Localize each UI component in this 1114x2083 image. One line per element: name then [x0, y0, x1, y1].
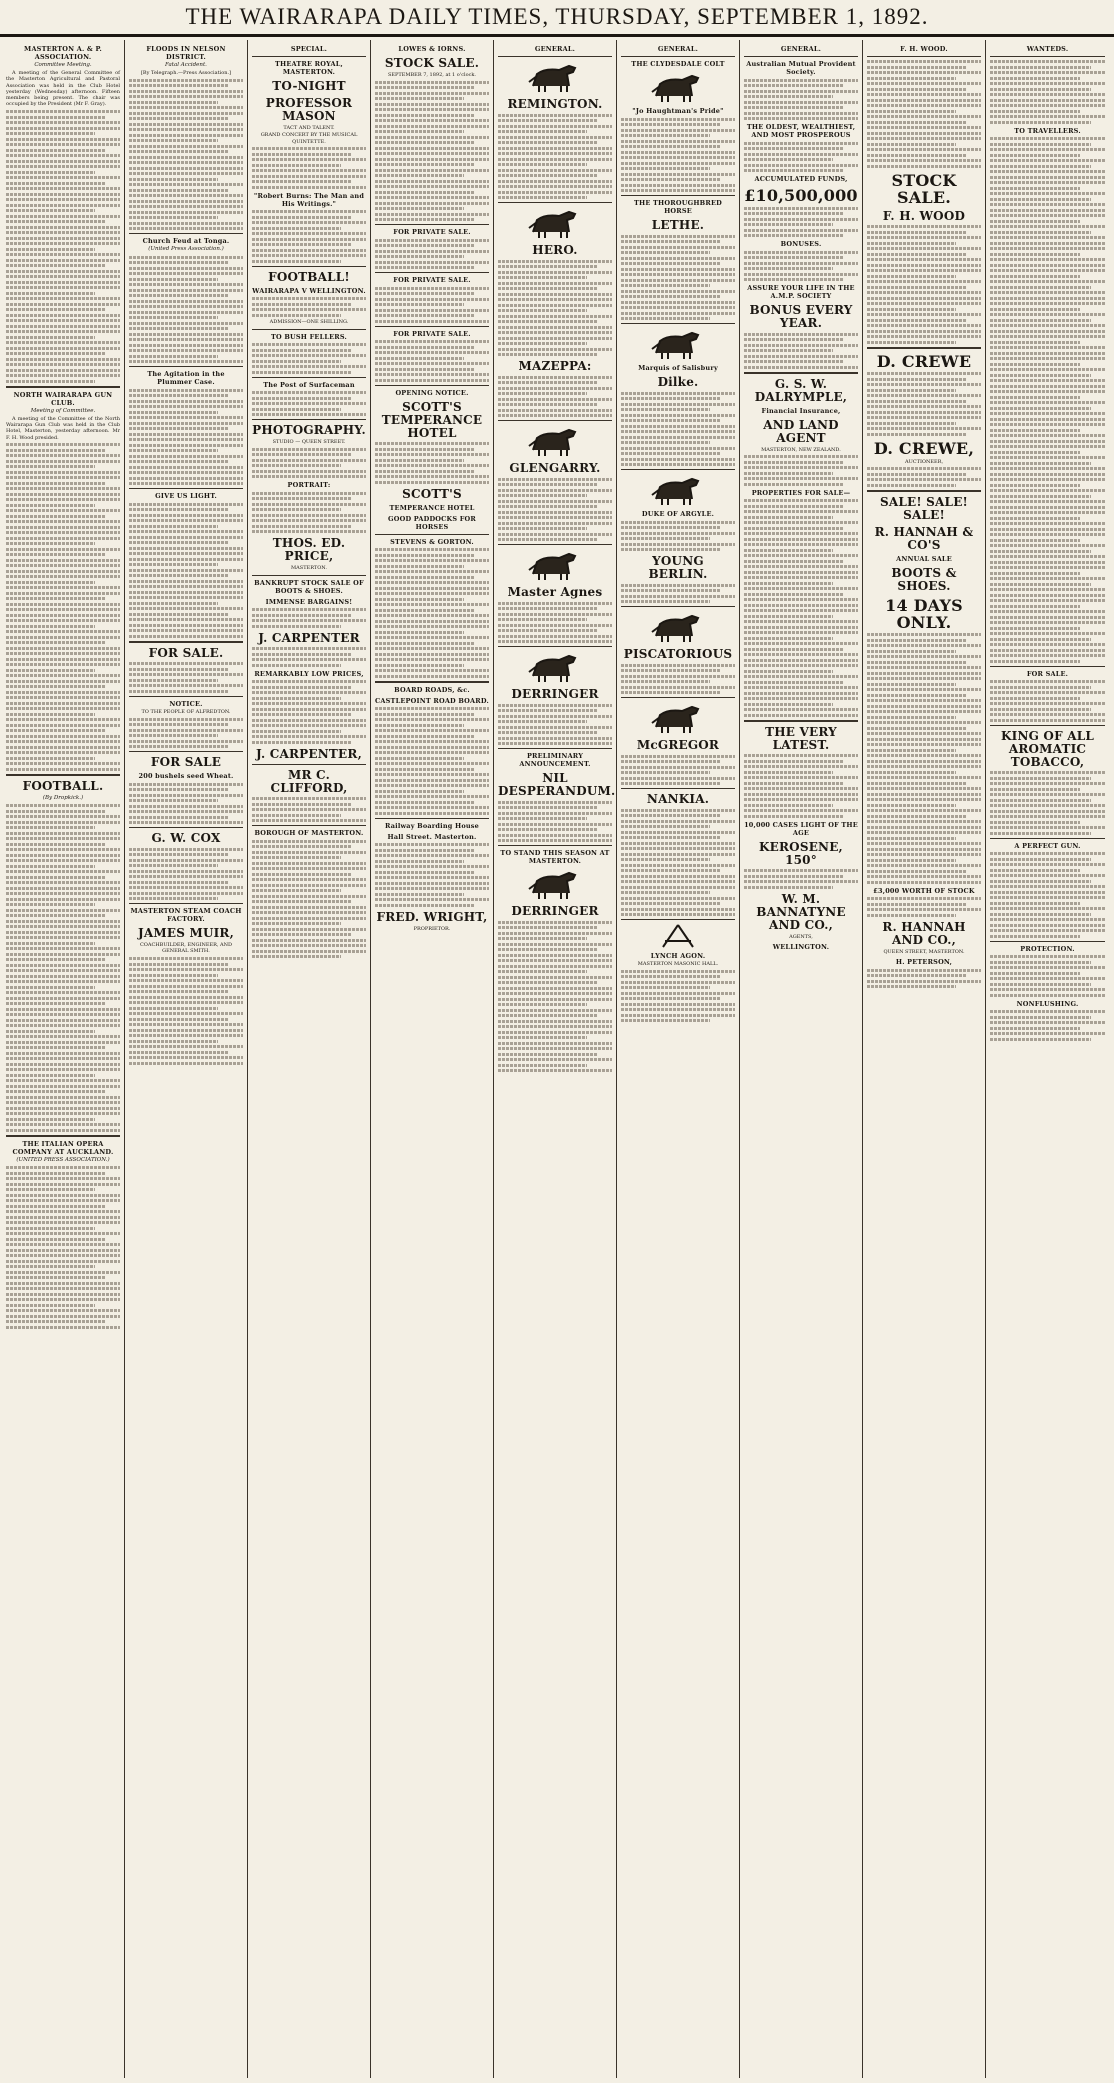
ad-james-muir-trade: COACHBUILDER, ENGINEER, AND GENERAL SMITH.: [139, 942, 233, 955]
divider: [498, 748, 612, 749]
horse-illustration: [525, 548, 585, 582]
ad-body-lines: [375, 158, 489, 222]
horse-illustration: [525, 424, 585, 458]
ad-body-lines: [375, 340, 489, 382]
ad-body-lines: [375, 442, 489, 484]
press-credit: (UNITED PRESS ASSOCIATION.): [16, 1156, 110, 1163]
divider: [375, 224, 489, 225]
ad-body-lines: [498, 376, 612, 418]
horse-illustration: [525, 867, 585, 901]
divider: [129, 366, 243, 367]
ad-j-carpenter: J. CARPENTER: [258, 630, 360, 645]
ad-body-lines: [252, 492, 366, 534]
ad-james-muir: JAMES MUIR,: [138, 926, 234, 941]
column-9: [986, 40, 1109, 2078]
ad-body-lines: [375, 707, 489, 815]
divider: [129, 641, 243, 643]
ad-body-lines: [621, 970, 735, 1023]
ad-theatre-royal: THEATRE ROYAL, MASTERTON.: [274, 60, 344, 76]
divider: [621, 469, 735, 470]
ad-king-of-all: KING OF ALL AROMATIC TOBACCO,: [1001, 728, 1094, 769]
ad-body-lines: [129, 957, 243, 1065]
ad-for-sale: FOR SALE.: [1026, 669, 1069, 678]
heading-church-feud: Church Feud at Tonga.: [142, 237, 230, 246]
ad-oldest-wealthiest: THE OLDEST, WEALTHIEST, AND MOST PROSPEROUS: [746, 123, 856, 139]
ad-d-crewe: D. CREWE: [876, 351, 972, 371]
ad-body-lines: [621, 118, 735, 193]
ad-football: FOOTBALL!: [268, 269, 350, 284]
ad-protection: PROTECTION.: [1020, 944, 1075, 953]
ad-for-sale-wheat-heading: FOR SALE: [150, 755, 222, 770]
section-label: SPECIAL.: [290, 45, 328, 53]
ad-derringer: DERRINGER: [511, 687, 599, 701]
heading-masterton-ap: MASTERTON A. & P. ASSOCIATION.: [24, 45, 102, 61]
divider: [744, 720, 858, 722]
newspaper-title: THE WAIRARAPA DAILY TIMES, THURSDAY, SEPTEMBER 1, 1892.: [185, 4, 929, 29]
ad-body-lines: [252, 797, 366, 822]
divider: [498, 56, 612, 57]
ad-hero: HERO.: [532, 243, 578, 257]
ad-duke-argyle: DUKE OF ARGYLE.: [641, 510, 715, 518]
divider: [621, 919, 735, 920]
article-body-lines: [6, 1166, 120, 1329]
divider: [129, 233, 243, 234]
ad-master-agnes: Master Agnes: [507, 585, 603, 599]
heading-italian-opera: THE ITALIAN OPERA COMPANY AT AUCKLAND.: [12, 1139, 114, 1156]
ad-opening-notice: OPENING NOTICE.: [395, 388, 469, 397]
heading-football: FOOTBALL.: [22, 778, 104, 793]
ad-body-lines: [744, 251, 858, 282]
ad-mazeppa: MAZEPPA:: [518, 359, 592, 373]
ad-studio: STUDIO — QUEEN STREET.: [272, 439, 346, 446]
section-label: GENERAL.: [780, 45, 822, 53]
ad-assure-life: ASSURE YOUR LIFE IN THE A.M.P. SOCIETY: [747, 284, 855, 300]
divider: [498, 420, 612, 421]
ad-body-lines: [375, 81, 489, 156]
ad-body-lines: [621, 392, 735, 467]
divider: [867, 490, 981, 492]
ad-body-lines: [129, 662, 243, 693]
ad-h-peterson: H. PETERSON,: [895, 958, 953, 967]
section-label: WANTEDS.: [1026, 45, 1069, 53]
divider: [621, 195, 735, 196]
column-3: [248, 40, 371, 2078]
divider: [129, 488, 243, 489]
press-credit: (United Press Association.): [148, 246, 224, 253]
masthead: [0, 0, 1114, 36]
ad-body-lines: [867, 60, 981, 168]
ad-boots-shoes: BOOTS & SHOES.: [891, 565, 957, 593]
ad-young-berlin: YOUNG BERLIN.: [648, 554, 708, 581]
horse-illustration: [525, 206, 585, 240]
press-credit: [By Telegraph.—Press Association.]: [140, 70, 232, 76]
ad-d-crewe-2: D. CREWE,: [873, 438, 975, 458]
ad-stock-sale-date: SEPTEMBER 7, 1892, at 1 o'clock.: [387, 72, 477, 78]
ad-body-lines: [867, 969, 981, 989]
article-body-lines: [129, 503, 243, 638]
section-label: F. H. WOOD.: [900, 45, 948, 53]
divider: [375, 326, 489, 327]
ad-wheat-line: 200 bushels seed Wheat.: [138, 772, 234, 781]
section-label: GENERAL.: [534, 45, 576, 53]
ad-piscatorious: PISCATORIOUS: [623, 647, 733, 661]
ad-body-lines: [129, 783, 243, 825]
ad-to-night: TO-NIGHT: [272, 79, 346, 93]
ad-surfaceman: The Post of Surfaceman: [263, 380, 355, 389]
ad-body-lines: [867, 225, 981, 344]
ad-body-lines: [744, 79, 858, 121]
ad-body-lines: [498, 602, 612, 644]
divider: [621, 697, 735, 698]
ad-funds-amount: £10,500,000: [744, 186, 858, 205]
ad-body-lines: [252, 608, 366, 628]
ad-clydesdale-colt: THE CLYDESDALE COLT: [631, 60, 725, 68]
ad-dilke: Dilke.: [657, 375, 699, 389]
divider: [6, 1135, 120, 1137]
ad-body-lines: [990, 680, 1105, 722]
ad-stock-sale: STOCK SALE.: [384, 56, 480, 70]
divider: [129, 751, 243, 752]
ad-body-lines: [867, 467, 981, 487]
ad-body-lines: [990, 955, 1105, 997]
ad-glengarry: GLENGARRY.: [509, 461, 601, 475]
divider: [621, 56, 735, 57]
ad-good-paddocks: GOOD PADDOCKS FOR HORSES: [387, 514, 477, 531]
ad-castlepoint: CASTLEPOINT ROAD BOARD.: [375, 696, 489, 705]
ad-wairarapa-v-wellington: WAIRARAPA V WELLINGTON.: [252, 286, 366, 295]
ad-body-lines: [252, 210, 366, 263]
ad-body-lines: [990, 852, 1105, 938]
divider: [990, 56, 1105, 57]
ad-for-sale-heading: FOR SALE.: [148, 645, 224, 660]
ad-proprietor: PROPRIETOR.: [413, 925, 451, 932]
divider: [6, 774, 120, 776]
ad-body-lines: [252, 647, 366, 667]
ad-kerosene-cases: 10,000 CASES LIGHT OF THE AGE: [744, 820, 858, 837]
divider: [621, 323, 735, 324]
ad-robert-burns: "Robert Burns: The Man and His Writings.": [253, 191, 365, 208]
ad-body-lines: [744, 499, 858, 717]
ad-perfect-gun: A PERFECT GUN.: [1014, 841, 1081, 850]
divider: [990, 725, 1105, 726]
ad-body-lines: [621, 755, 735, 786]
ad-temperance-hotel: TEMPERANCE HOTEL: [389, 503, 475, 512]
ad-body-lines: [498, 704, 612, 746]
ad-hall-street: Hall Street. Masterton.: [387, 832, 477, 841]
ad-annual-sale: ANNUAL SALE: [896, 554, 952, 563]
divider: [375, 681, 489, 683]
divider: [375, 385, 489, 386]
ad-3000-worth: £3,000 WORTH OF STOCK: [873, 886, 975, 895]
ad-thoroughbred-horse: THE THOROUGHBRED HORSE: [634, 199, 722, 215]
ad-bankrupt-stock: BANKRUPT STOCK SALE OF BOOTS & SHOES.: [254, 578, 364, 595]
ad-body-lines: [129, 848, 243, 901]
divider: [621, 606, 735, 607]
ad-body-lines: [867, 372, 981, 436]
ad-body-lines: [498, 478, 612, 542]
divider: [252, 266, 366, 267]
divider: [867, 56, 981, 57]
ad-scotts: SCOTT'S: [402, 486, 462, 501]
divider: [498, 544, 612, 545]
subheading-fatal-accident: Fatal Accident.: [165, 62, 207, 68]
ad-f-h-wood: F. H. WOOD: [882, 208, 966, 223]
heading-plummer-case: The Agitation in the Plummer Case.: [147, 370, 225, 387]
divider: [6, 386, 120, 388]
ad-body-lines: [375, 548, 489, 678]
byline: (By Dropkick.): [42, 794, 84, 801]
ad-body-lines: [375, 287, 489, 323]
divider: [375, 818, 489, 819]
article-body-lines: [6, 110, 120, 383]
divider: [990, 838, 1105, 839]
column-5: [494, 40, 617, 2078]
ad-body-lines: [990, 60, 1105, 124]
ad-kerosene: KEROSENE, 150°: [759, 839, 843, 867]
heading-floods: FLOODS IN NELSON DISTRICT.: [146, 45, 226, 61]
article-body-lines: [129, 389, 243, 486]
ad-masonic-hall: MASTERTON MASONIC HALL.: [637, 961, 719, 967]
ad-body-lines: [252, 297, 366, 317]
ad-body-lines: [252, 680, 366, 744]
ad-properties-for-sale: PROPERTIES FOR SALE—: [751, 488, 851, 497]
section-label: GENERAL.: [657, 45, 699, 53]
heading-give-us-light: GIVE US LIGHT.: [155, 492, 217, 501]
ad-lowes-iorns: LOWES & IORNS.: [398, 45, 466, 53]
ad-nonflushing: NONFLUSHING.: [1016, 999, 1079, 1008]
ad-photography: PHOTOGRAPHY.: [252, 423, 366, 438]
column-2: [125, 40, 248, 2078]
ad-scotts-temperance: SCOTT'S TEMPERANCE HOTEL: [381, 399, 483, 440]
ad-body-lines: [744, 333, 858, 369]
ad-amp-society: Australian Mutual Provident Society.: [746, 60, 856, 76]
divider: [375, 534, 489, 535]
ad-dalrymple: G. S. W. DALRYMPLE,: [754, 376, 848, 404]
ad-lethe: LETHE.: [651, 218, 705, 232]
ad-lynch-agon: LYNCH AGON.: [650, 952, 706, 960]
ad-borough-masterton: BOROUGH OF MASTERTON.: [254, 829, 364, 838]
subheading-committee-meeting: Committee Meeting.: [34, 62, 92, 68]
ad-clifford: MR C. CLIFFORD,: [270, 767, 348, 795]
ad-mcgregor: McGREGOR: [636, 738, 720, 752]
ad-bush-fellers: TO BUSH FELLERS.: [270, 332, 347, 341]
ad-body-lines: [744, 754, 858, 818]
ad-14-days: 14 DAYS ONLY.: [885, 595, 963, 632]
horse-illustration: [648, 473, 708, 507]
ad-grand-concert: GRAND CONCERT BY THE MUSICAL QUINTETTE.: [260, 132, 358, 145]
masonic-emblem: [661, 923, 695, 949]
ad-body-lines: [498, 921, 612, 1073]
ad-body-lines: [252, 448, 366, 479]
ad-very-latest: THE VERY LATEST.: [765, 724, 837, 752]
heading-gun-club: NORTH WAIRARAPA GUN CLUB.: [13, 390, 113, 407]
ad-to-stand-masterton: TO STAND THIS SEASON AT MASTERTON.: [500, 849, 610, 865]
ad-bonus-every-year: BONUS EVERY YEAR.: [749, 303, 853, 330]
ad-body-lines: [375, 843, 489, 907]
article-text: A meeting of the General Committee of the Masterton Agricultural and Pastoral Association was held in the Club Hotel yesterday (Wednesday) afternoon. Fifteen members being present. The chair was occupied by the President (Mr F. Gray).: [6, 70, 120, 108]
ad-admission: ADMISSION—ONE SHILLING.: [269, 319, 349, 326]
ad-stock-sale: STOCK SALE.: [891, 170, 957, 207]
ad-auctioneer: AUCTIONEER,: [904, 458, 944, 465]
ad-derringer-2: DERRINGER: [511, 904, 599, 918]
columns: [2, 40, 1112, 2078]
ad-to-travellers: TO TRAVELLERS.: [1014, 126, 1081, 135]
divider: [990, 666, 1105, 667]
ad-dalrymple-town: MASTERTON, NEW ZEALAND.: [761, 446, 841, 453]
ad-g-w-cox: G. W. COX: [151, 831, 221, 846]
article-body-lines: [6, 443, 120, 771]
article-body-lines: [6, 804, 120, 1132]
ad-r-hannah: R. HANNAH & CO'S: [874, 524, 974, 552]
divider: [498, 845, 612, 846]
ad-body-lines: [621, 664, 735, 695]
horse-illustration: [525, 60, 585, 94]
ad-immense-bargains: IMMENSE BARGAINS!: [265, 597, 353, 606]
divider: [129, 903, 243, 904]
article-text: A meeting of the Committee of the North Wairarapa Gun Club was held in the Club Hotel, Masterton, yesterday afternoon. Mr F. H. Wood presided.: [6, 415, 120, 441]
divider: [252, 825, 366, 826]
ad-marquis-salisbury: Marquis of Salisbury: [638, 364, 718, 372]
ad-thos-price: THOS. ED. PRICE,: [272, 536, 346, 564]
ad-notice-heading: NOTICE.: [169, 699, 203, 708]
ad-body-lines: [375, 239, 489, 270]
divider: [129, 827, 243, 828]
ad-body-lines: [990, 137, 1105, 663]
ad-body-lines: [621, 584, 735, 604]
column-8: [863, 40, 986, 2078]
ad-body-lines: [744, 455, 858, 486]
ad-r-hannah-2: R. HANNAH AND CO.,: [882, 919, 966, 947]
divider: [252, 377, 366, 378]
ad-nankia: NANKIA.: [646, 792, 710, 806]
masthead-rule: [0, 36, 1114, 37]
ad-body-lines: [498, 114, 612, 200]
ad-private-sale-2: FOR PRIVATE SALE.: [393, 276, 471, 285]
divider: [252, 329, 366, 330]
ad-body-lines: [744, 142, 858, 173]
divider: [498, 202, 612, 203]
ad-preliminary: PRELIMINARY ANNOUNCEMENT.: [519, 752, 591, 768]
ad-notice-subheading: TO THE PEOPLE OF ALFREDTON.: [141, 708, 231, 715]
ad-financial-insurance: Financial Insurance,: [761, 406, 841, 415]
ad-bonuses: BONUSES.: [780, 240, 822, 248]
ad-agents: AGENTS,: [789, 933, 813, 940]
horse-illustration: [648, 70, 708, 104]
ad-body-lines: [129, 718, 243, 749]
ad-low-prices: REMARKABLY LOW PRICES,: [254, 669, 364, 678]
ad-body-lines: [744, 869, 858, 889]
divider: [990, 941, 1105, 942]
ad-body-lines: [498, 801, 612, 843]
divider: [252, 419, 366, 420]
ad-thos-price-town: MASTERTON.: [291, 565, 327, 572]
ad-body-lines: [252, 343, 366, 374]
ad-body-lines: [744, 207, 858, 238]
divider: [867, 347, 981, 349]
ad-remington: REMINGTON.: [507, 97, 603, 111]
ad-j-carpenter-2: J. CARPENTER,: [256, 746, 362, 761]
ad-accumulated-funds: ACCUMULATED FUNDS,: [754, 175, 848, 183]
ad-body-lines: [252, 147, 366, 189]
ad-nil-desperandum: NIL DESPERANDUM.: [498, 771, 616, 798]
ad-professor-mason: PROFESSOR MASON: [265, 96, 353, 123]
ad-wellington: WELLINGTON.: [772, 943, 830, 952]
ad-body-lines: [867, 897, 981, 917]
divider: [252, 764, 366, 765]
divider: [744, 56, 858, 57]
ad-stevens-gorton: STEVENS & GORTON.: [390, 537, 474, 546]
divider: [744, 372, 858, 374]
ad-board-roads: BOARD ROADS, &c.: [394, 685, 470, 694]
divider: [252, 575, 366, 576]
ad-body-lines: [252, 840, 366, 959]
ad-private-sale-1: FOR PRIVATE SALE.: [393, 228, 471, 237]
subheading-meeting: Meeting of Committee.: [30, 407, 96, 414]
divider: [621, 788, 735, 789]
divider: [498, 646, 612, 647]
article-body-lines: [129, 256, 243, 364]
ad-body-lines: [621, 521, 735, 552]
column-7: [740, 40, 863, 2078]
ad-tact-talent: TACT AND TALENT.: [283, 125, 335, 131]
ad-sale-sale-sale: SALE! SALE! SALE!: [879, 494, 969, 522]
ad-railway-boarding: Railway Boarding House: [385, 821, 479, 830]
ad-land-agent: AND LAND AGENT: [763, 417, 839, 445]
ad-body-lines: [252, 391, 366, 416]
article-body-lines: [129, 79, 243, 231]
ad-steam-coach: MASTERTON STEAM COACH FACTORY.: [130, 907, 242, 924]
ad-portrait: PORTRAIT:: [287, 481, 331, 490]
horse-illustration: [648, 327, 708, 361]
ad-body-lines: [990, 1010, 1105, 1041]
ad-bannatyne: W. M. BANNATYNE AND CO.,: [756, 891, 846, 932]
horse-illustration: [525, 650, 585, 684]
ad-body-lines: [498, 260, 612, 357]
column-6: [617, 40, 740, 2078]
horse-illustration: [648, 701, 708, 735]
column-4: [371, 40, 494, 2078]
ad-body-lines: [990, 771, 1105, 835]
ad-private-sale-3: FOR PRIVATE SALE.: [393, 329, 471, 338]
horse-illustration: [648, 610, 708, 644]
ad-queen-street: QUEEN STREET, MASTERTON.: [883, 948, 965, 955]
ad-body-lines: [867, 633, 981, 884]
ad-body-lines: [621, 235, 735, 321]
ad-body-lines: [621, 809, 735, 917]
ad-fred-wright: FRED. WRIGHT,: [376, 909, 488, 924]
divider: [129, 696, 243, 697]
column-1: [2, 40, 125, 2078]
divider: [252, 56, 366, 57]
ad-haughtmans-pride: "Jo Haughtman's Pride": [632, 107, 724, 115]
divider: [375, 272, 489, 273]
